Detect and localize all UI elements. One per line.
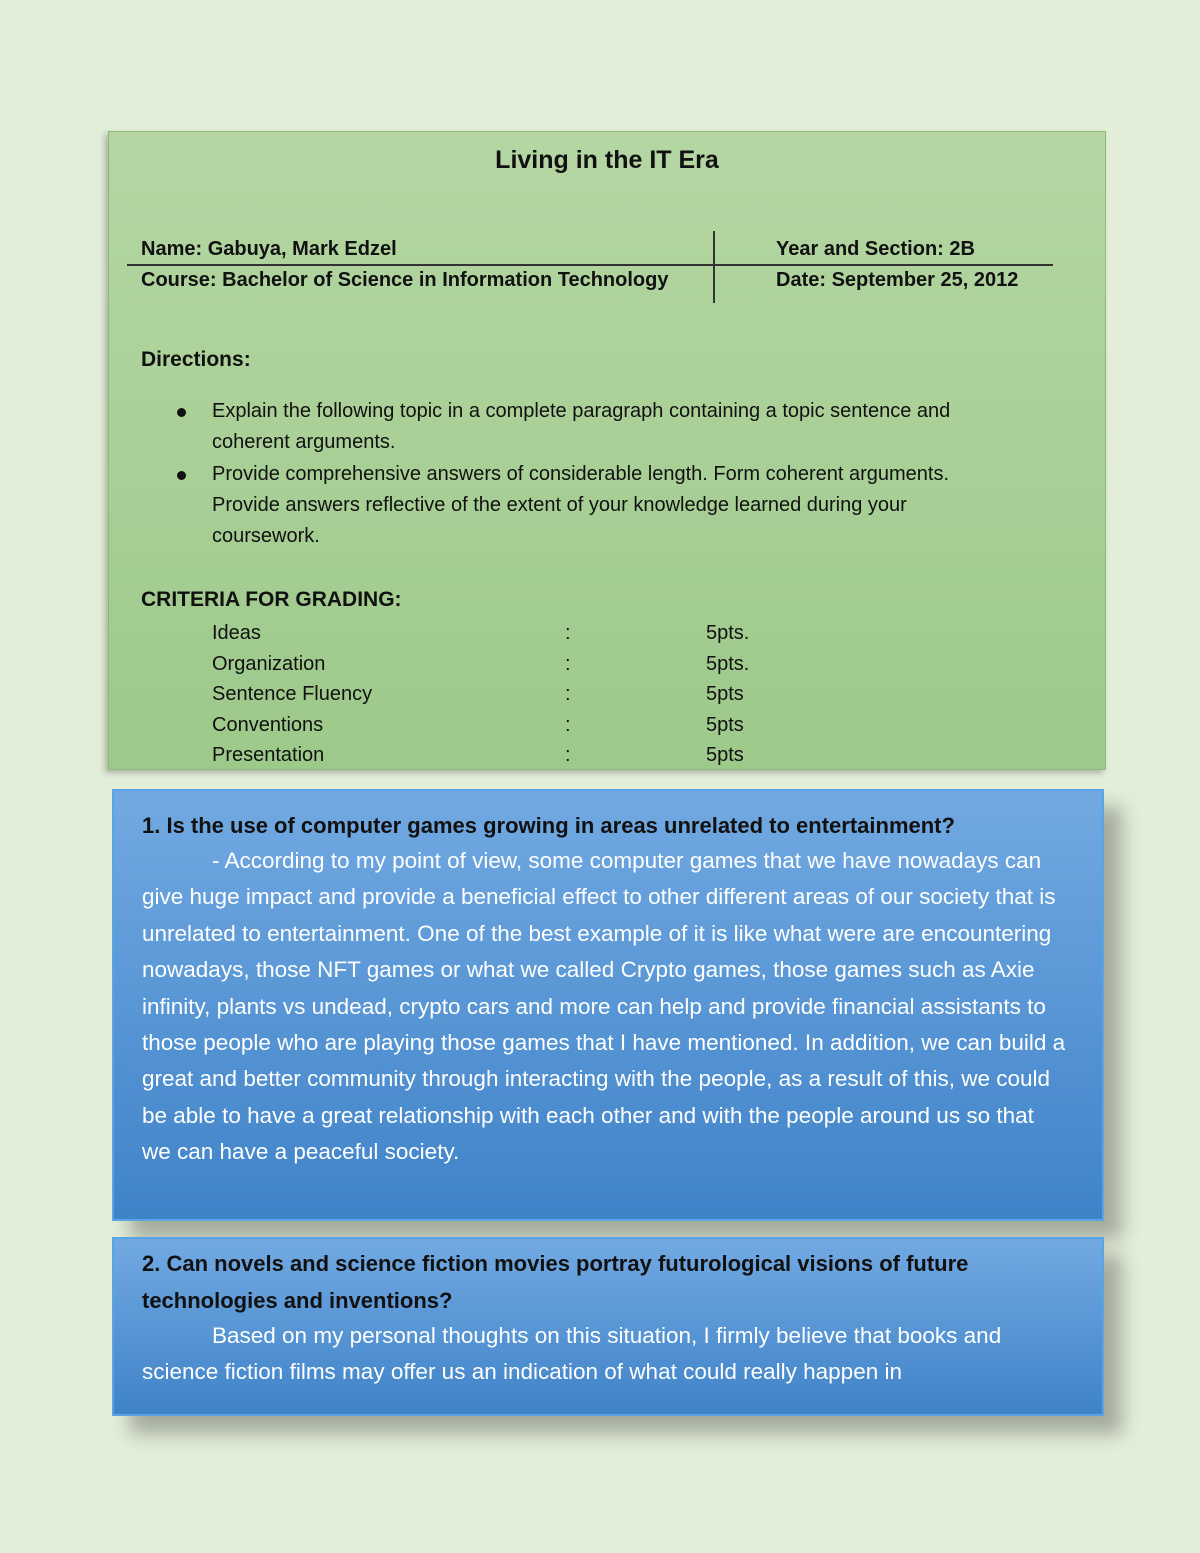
criteria-row: Organization : 5pts. xyxy=(212,653,750,675)
answer-text: Based on my personal thoughts on this situation, I firmly believe that books and science fiction films may offer us an indication of what could really happen in xyxy=(142,1323,1002,1385)
criteria-row: Sentence Fluency : 5pts xyxy=(212,683,744,705)
criteria-heading: CRITERIA FOR GRADING: xyxy=(141,588,402,611)
year-section: Year and Section: 2B xyxy=(776,238,975,260)
question-text: 1. Is the use of computer games growing in areas unrelated to entertainment? xyxy=(142,813,955,838)
answer-text: - According to my point of view, some computer games that we have nowadays can give huge impact and provide a beneficial effect to other different areas of our society that is unrelated to entertainment. One of the best example of it is like what were are encountering nowadays, those NFT games or what we called Crypto games, those games such as Axie infinity, plants vs undead, crypto cars and more can help and provide financial assistants to those people who are playing those games that I have mentioned. In addition, we can build a great and better community through interacting with the people, as a result of this, we could be able to have a great relationship with each other and with the people around us so that we can have a peaceful society. xyxy=(142,848,1066,1165)
list-item: Explain the following topic in a complete paragraph containing a topic sentence and coherent arguments. xyxy=(169,396,989,458)
list-item: Provide comprehensive answers of considerable length. Form coherent arguments. Provide answers reflective of the extent of your knowledge learned during your coursework. xyxy=(169,459,989,552)
info-divider-horizontal xyxy=(127,264,1053,266)
date: Date: September 25, 2012 xyxy=(776,269,1019,291)
question-card-2 xyxy=(112,1237,1104,1416)
info-divider-vertical xyxy=(713,231,715,303)
assignment-header-card xyxy=(108,131,1106,770)
criteria-row: Presentation : 5pts xyxy=(212,744,744,766)
question-card-1 xyxy=(112,789,1104,1221)
bullet-icon xyxy=(177,471,186,480)
directions-list xyxy=(169,396,989,553)
criteria-row: Conventions : 5pts xyxy=(212,714,744,736)
bullet-icon xyxy=(177,408,186,417)
page-title: Living in the IT Era xyxy=(495,146,719,174)
question-text: 2. Can novels and science fiction movies portray futurological visions of future technologies and inventions? xyxy=(142,1251,969,1313)
criteria-row: Ideas : 5pts. xyxy=(212,622,750,644)
student-name: Name: Gabuya, Mark Edzel xyxy=(141,238,397,260)
course: Course: Bachelor of Science in Information Technology xyxy=(141,269,669,291)
directions-heading: Directions: xyxy=(141,348,251,371)
